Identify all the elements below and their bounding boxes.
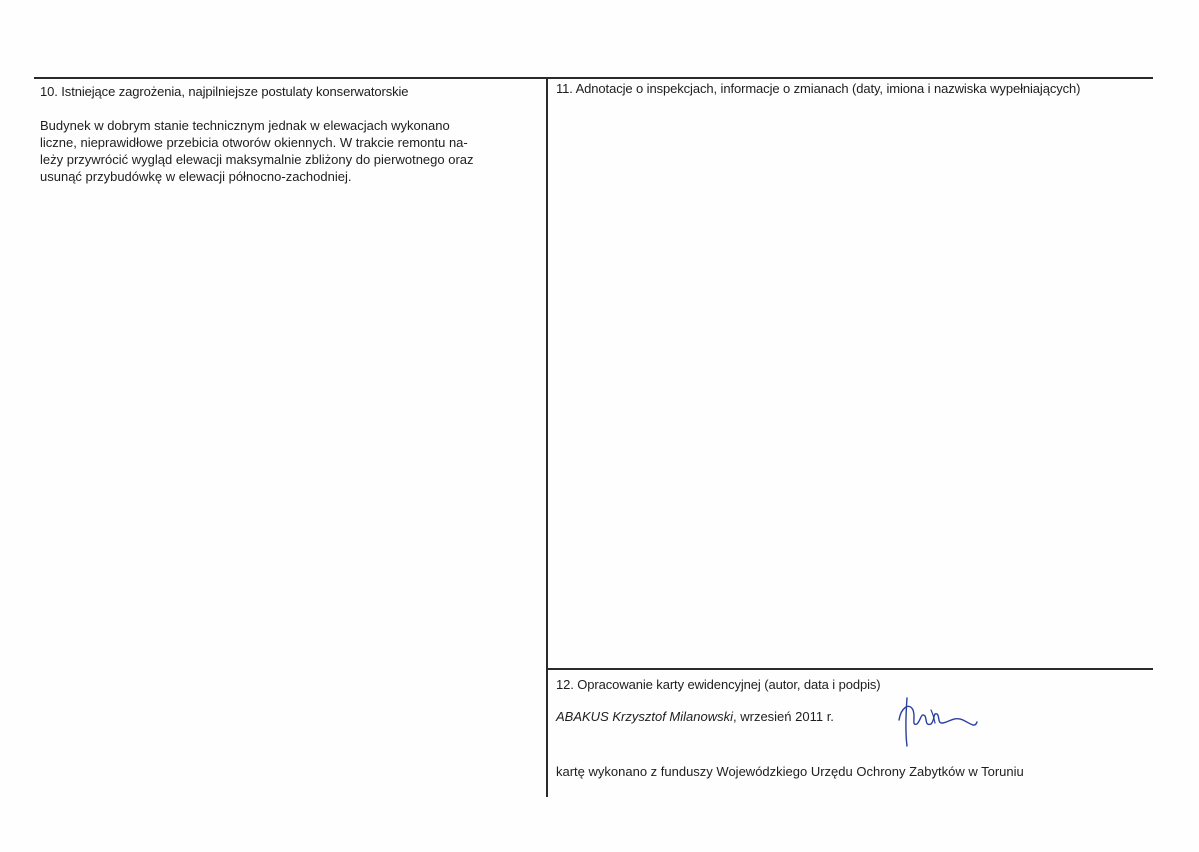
author-line — [556, 709, 834, 725]
column-divider — [546, 77, 548, 797]
section-10-line: liczne, nieprawidłowe przebicia otworów okiennych. W trakcie remontu na- — [40, 135, 468, 150]
author-name: ABAKUS Krzysztof Milanowski — [556, 709, 733, 724]
section-10-body — [40, 117, 530, 185]
handwritten-signature-icon — [893, 690, 983, 754]
section-11-heading: 11. Adnotacje o inspekcjach, informacje o zmianach (daty, imiona i nazwiska wypełniających) — [556, 81, 1081, 96]
top-rule — [34, 77, 1153, 79]
section-10-heading: 10. Istniejące zagrożenia, najpilniejsze postulaty konserwatorskie — [40, 84, 409, 99]
section-12-heading: 12. Opracowanie karty ewidencyjnej (autor, data i podpis) — [556, 677, 881, 692]
author-date: , wrzesień 2011 r. — [733, 709, 834, 724]
section-10-line: leży przywrócić wygląd elewacji maksymalnie zbliżony do pierwotnego oraz — [40, 152, 474, 167]
section-10-line: Budynek w dobrym stanie technicznym jednak w elewacjach wykonano — [40, 118, 450, 133]
funding-note: kartę wykonano z funduszy Wojewódzkiego Urzędu Ochrony Zabytków w Toruniu — [556, 764, 1024, 779]
section-12-rule — [548, 668, 1153, 670]
section-10-line: usunąć przybudówkę w elewacji północno-zachodniej. — [40, 169, 352, 184]
